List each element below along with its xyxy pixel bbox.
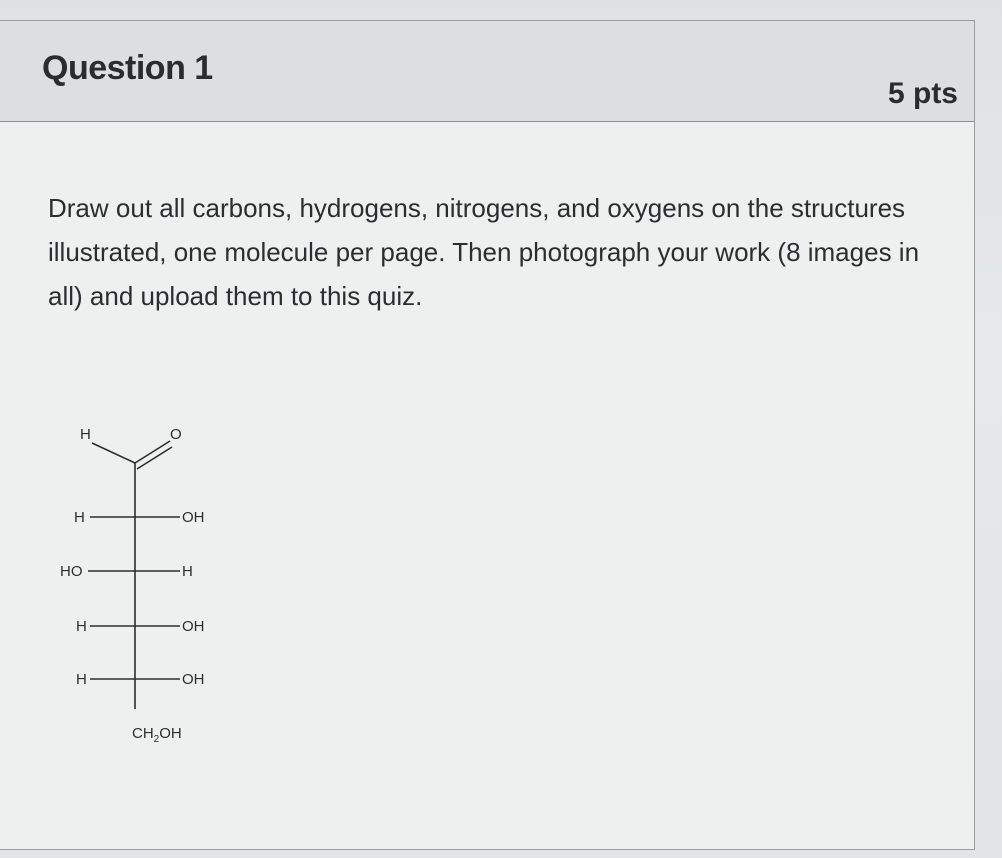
row2-left-label: HO [60,563,83,580]
row1-left-label: H [74,509,85,526]
aldehyde-ch-bond [92,443,135,463]
question-points: 5 pts [887,77,958,110]
question-card [0,20,975,850]
row3-right-label: OH [182,618,205,635]
question-text [48,186,928,318]
bottom-group-label: $CH_2OH$ [132,725,182,745]
fischer-projection [40,391,300,761]
row1-right-label: OH [182,509,205,526]
row3-left-label: H [76,618,87,635]
question-prompt: Draw out all carbons, hydrogens, nitrogens, and oxygens on the structures illustrated, one molecule per page. Then photograph your work (8 images in all) and upload them to this quiz. [48,193,920,311]
row4-right-label: OH [182,671,205,688]
fischer-projection-svg [40,391,300,761]
row4-left-label: H [76,671,87,688]
aldehyde-h-label: H [80,426,91,443]
row2-right-label: H [182,563,193,580]
aldehyde-o-label: O [170,426,182,443]
question-header [0,21,974,122]
question-title: Question 1 [42,49,213,87]
